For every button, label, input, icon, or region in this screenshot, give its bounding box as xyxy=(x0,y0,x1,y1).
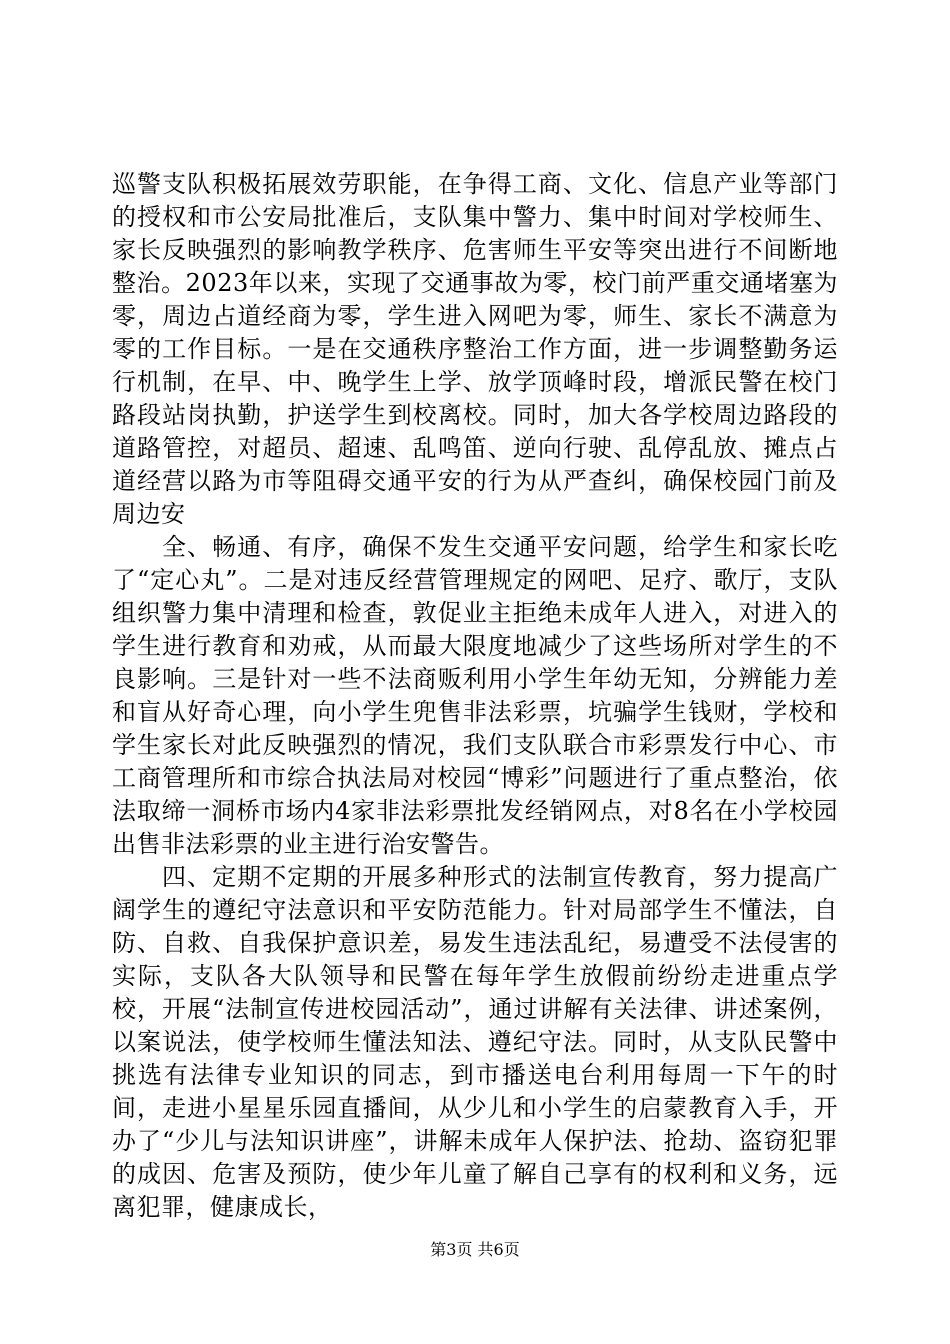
document-body xyxy=(112,168,838,1224)
paragraph-1: 巡警支队积极拓展效劳职能，在争得工商、文化、信息产业等部门的授权和市公安局批准后，支队集中警力、集中时间对学校师生、家长反映强烈的影响教学秩序、危害师生平安等突出进行不间断地整治。2023年以来，实现了交通事故为零，校门前严重交通堵塞为零，周边占道经商为零，学生进入网吧为零，师生、家长不满意为零的工作目标。一是在交通秩序整治工作方面，进一步调整勤务运行机制，在早、中、晚学生上学、放学顶峰时段，增派民警在校门路段站岗执勤，护送学生到校离校。同时，加大各学校周边路段的道路管控，对超员、超速、乱鸣笛、逆向行驶、乱停乱放、摊点占道经营以路为市等阻碍交通平安的行为从严查纠，确保校园门前及周边安 xyxy=(112,170,838,528)
page-footer xyxy=(0,1240,950,1260)
paragraph-3: 四、定期不定期的开展多种形式的法制宣传教育，努力提高广阔学生的遵纪守法意识和平安防范能力。针对局部学生不懂法，自防、自救、自我保护意识差，易发生违法乱纪，易遭受不法侵害的实际，支队各大队领导和民警在每年学生放假前纷纷走进重点学校，开展“法制宣传进校园活动”，通过讲解有关法律、讲述案例，以案说法，使学校师生懂法知法、遵纪守法。同时，从支队民警中挑选有法律专业知识的同志，到市播送电台利用每周一下午的时间，走进小星星乐园直播间，从少儿和小学生的启蒙教育入手，开办了“少儿与法知识讲座”，讲解未成年人保护法、抢劫、盗窃犯罪的成因、危害及预防，使少年儿童了解自己享有的权利和义务，远离犯罪，健康成长， xyxy=(112,863,838,1221)
paragraph-2: 全、畅通、有序，确保不发生交通平安问题，给学生和家长吃了“定心丸”。二是对违反经营管理规定的网吧、足疗、歌厅，支队组织警力集中清理和检查，敦促业主拒绝未成年人进入，对进入的学生进行教育和劝戒，从而最大限度地减少了这些场所对学生的不良影响。三是针对一些不法商贩利用小学生年幼无知，分辨能力差和盲从好奇心理，向小学生兜售非法彩票，坑骗学生钱财，学校和学生家长对此反映强烈的情况，我们支队联合市彩票发行中心、市工商管理所和市综合执法局对校园“博彩”问题进行了重点整治，依法取缔一洞桥市场内4家非法彩票批发经销网点，对8名在小学校园出售非法彩票的业主进行治安警告。 xyxy=(112,533,838,858)
page-number-label: 第3页 共6页 xyxy=(430,1240,520,1259)
